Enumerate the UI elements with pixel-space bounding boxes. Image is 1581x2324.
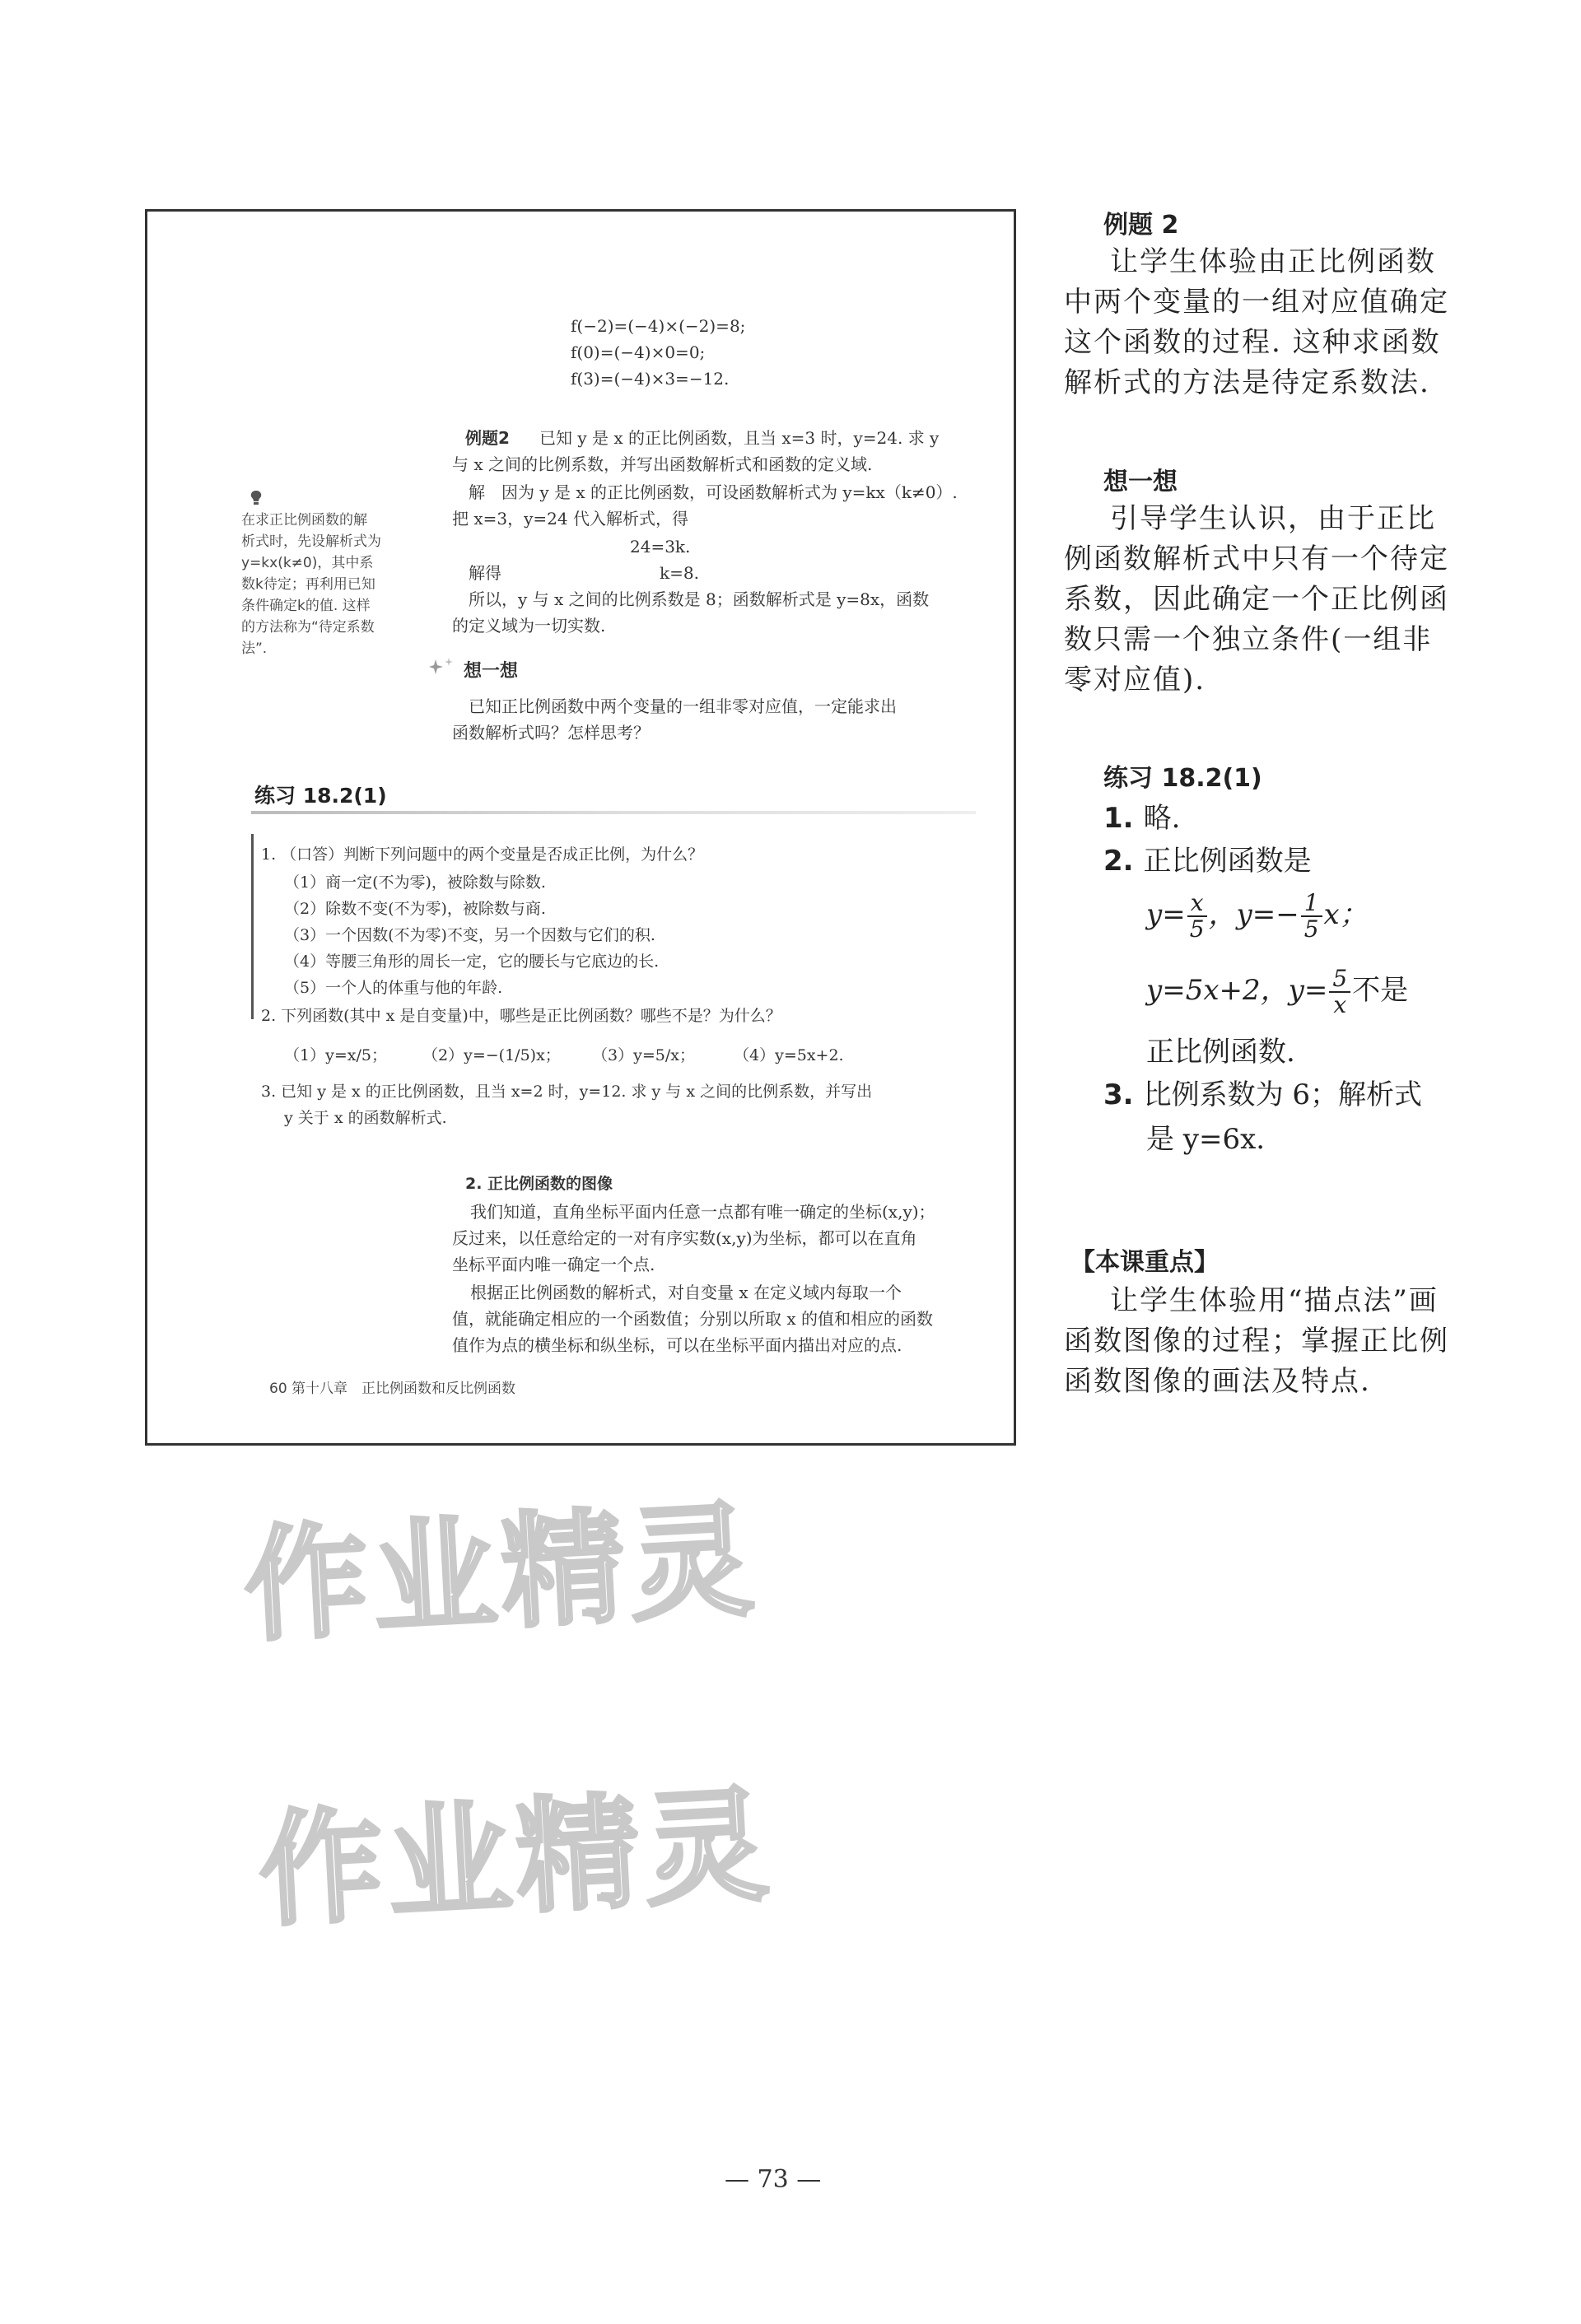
- sidebar-think-text: [1064, 499, 1449, 701]
- formula-part: y=: [1146, 898, 1186, 931]
- answer-text: 比例系数为 6；解析式: [1143, 1078, 1423, 1111]
- fraction-denominator: 5: [1189, 915, 1205, 943]
- sidebar-line: 例函数解析式中只有一个待定: [1064, 543, 1449, 575]
- margin-note-line: 数k待定；再利用已知: [241, 576, 375, 593]
- sidebar-line: 函数图像的过程；掌握正比例: [1064, 1325, 1449, 1358]
- example2-text-1: 已知 y 是 x 的正比例函数，且当 x=3 时，y=24. 求 y: [539, 428, 940, 448]
- textbook-footer: 60 第十八章 正比例函数和反比例函数: [269, 1381, 516, 1397]
- answer-number: 3.: [1103, 1078, 1134, 1111]
- question-2-option: （3）y=5/x；: [592, 1046, 695, 1064]
- sidebar-example2-title: 例题 2: [1103, 211, 1179, 240]
- margin-note: [241, 510, 394, 659]
- fraction: [1187, 891, 1207, 942]
- fraction-numerator: 5: [1329, 966, 1350, 993]
- sidebar-answer-2-formula-2: [1146, 966, 1408, 1018]
- sidebar-key-title: 【本课重点】: [1070, 1248, 1219, 1277]
- fraction-denominator: 5: [1304, 915, 1319, 943]
- sidebar-line: 这个函数的过程. 这种求函数: [1064, 326, 1441, 359]
- margin-note-line: 法”.: [241, 640, 268, 657]
- page-number: — 73 —: [725, 2165, 822, 2194]
- think-text-2: 函数解析式吗？怎样思考？: [452, 723, 650, 743]
- textbook-page-image: [145, 209, 1016, 1446]
- question-2-option: （2）y=−(1/5)x；: [422, 1046, 561, 1064]
- fraction-denominator: x: [1333, 991, 1347, 1018]
- fraction-numerator: 1: [1301, 891, 1322, 917]
- calc-line-2: f(0)=(−4)×0=0;: [571, 342, 706, 362]
- question-2-option: （4）y=5x+2.: [734, 1046, 844, 1064]
- question-1-item: （2）除数不变(不为零)，被除数与商.: [284, 900, 546, 918]
- section-para-1-line: 反过来，以任意给定的一对有序实数(x,y)为坐标，都可以在直角: [452, 1228, 917, 1248]
- think-text-1: 已知正比例函数中两个变量的一组非零对应值，一定能求出: [469, 696, 897, 716]
- sidebar-line: 函数图像的画法及特点.: [1064, 1365, 1371, 1398]
- formula-part: 不是: [1352, 974, 1409, 1007]
- question-1-item: （3）一个因数(不为零)不变，另一个因数与它们的积.: [284, 926, 655, 944]
- formula-part: y=5x+2，y=: [1146, 974, 1328, 1007]
- sidebar-line: 让学生体验由正比例函数: [1110, 245, 1436, 278]
- margin-note-line: 条件确定k的值. 这样: [241, 598, 371, 614]
- practice-band: [251, 811, 976, 814]
- sidebar-answer-2-end: 正比例函数.: [1146, 1036, 1295, 1069]
- question-3-line-2: y 关于 x 的函数解析式.: [284, 1109, 447, 1127]
- sidebar-think-title: 想一想: [1103, 468, 1178, 496]
- fraction-numerator: x: [1187, 891, 1207, 917]
- sidebar-practice-title: 练习 18.2(1): [1103, 764, 1262, 793]
- practice-title: 练习 18.2(1): [254, 784, 387, 808]
- solution-line-3: 解得: [469, 563, 501, 583]
- sidebar-answer-3: [1103, 1077, 1422, 1113]
- sidebar-key-text: [1064, 1281, 1449, 1402]
- sidebar-line: 系数，因此确定一个正比例函: [1064, 583, 1449, 616]
- sidebar-line: 让学生体验用“描点法”画: [1110, 1284, 1439, 1317]
- sidebar-line: 零对应值).: [1064, 664, 1206, 696]
- margin-note-line: 析式时，先设解析式为: [241, 533, 381, 550]
- formula-part: ，y=−: [1208, 898, 1299, 931]
- section-para-2-line: 根据正比例函数的解析式，对自变量 x 在定义域内每取一个: [470, 1283, 902, 1302]
- margin-note-line: 在求正比例函数的解: [241, 512, 367, 529]
- sidebar-line: 中两个变量的一组对应值确定: [1064, 286, 1449, 319]
- section-title: 2. 正比例函数的图像: [465, 1175, 613, 1193]
- question-1-item: （5）一个人的体重与他的年龄.: [284, 979, 503, 997]
- section-para-1-line: 我们知道，直角坐标平面内任意一点都有唯一确定的坐标(x,y)；: [470, 1202, 935, 1222]
- answer-text: 正比例函数是: [1143, 845, 1312, 878]
- sidebar-line: 解析式的方法是待定系数法.: [1064, 366, 1430, 399]
- solution-equation: 24=3k.: [630, 537, 691, 557]
- watermark-logo: 作业精灵: [255, 1773, 777, 1944]
- calc-line-3: f(3)=(−4)×3=−12.: [571, 369, 730, 389]
- solution-line-5: 的定义域为一切实数.: [452, 616, 606, 636]
- answer-number: 1.: [1103, 802, 1134, 835]
- solution-k: k=8.: [660, 563, 699, 583]
- sparkle-icon: [429, 656, 457, 679]
- answer-text: 略.: [1143, 802, 1181, 835]
- solution-line-2: 把 x=3，y=24 代入解析式，得: [452, 509, 688, 529]
- solution-line-1: 解 因为 y 是 x 的正比例函数，可设函数解析式为 y=kx（k≠0）.: [469, 482, 958, 502]
- question-1: 1. （口答）判断下列问题中的两个变量是否成正比例，为什么？: [261, 845, 704, 864]
- section-para-2-line: 值作为点的横坐标和纵坐标，可以在坐标平面内描出对应的点.: [452, 1335, 902, 1355]
- sidebar-example2-text: [1064, 242, 1449, 403]
- formula-part: x；: [1323, 898, 1368, 931]
- example2-text-2: 与 x 之间的比例系数，并写出函数解析式和函数的定义域.: [452, 454, 873, 474]
- example2-label: 例题2: [465, 428, 510, 448]
- question-1-item: （1）商一定(不为零)，被除数与除数.: [284, 873, 546, 892]
- question-2: 2. 下列函数(其中 x 是自变量)中，哪些是正比例函数？哪些不是？为什么？: [261, 1007, 781, 1025]
- answer-number: 2.: [1103, 845, 1134, 878]
- think-title: 想一想: [464, 661, 519, 682]
- sidebar-answer-3-line-2: 是 y=6x.: [1146, 1123, 1266, 1156]
- sidebar-answer-1: [1103, 800, 1180, 836]
- margin-note-line: y=kx(k≠0)，其中系: [241, 555, 374, 571]
- section-para-1-line: 坐标平面内唯一确定一个点.: [452, 1255, 655, 1274]
- sidebar-line: 数只需一个独立条件(一组非: [1064, 623, 1433, 656]
- section-para-2-line: 值，就能确定相应的一个函数值；分别以所取 x 的值和相应的函数: [452, 1309, 933, 1329]
- watermark-logo: 作业精灵: [240, 1488, 762, 1660]
- sidebar-line: 引导学生认识，由于正比: [1110, 502, 1436, 535]
- solution-line-4: 所以，y 与 x 之间的比例系数是 8；函数解析式是 y=8x，函数: [469, 589, 930, 609]
- calc-line-1: f(−2)=(−4)×(−2)=8;: [571, 316, 746, 336]
- margin-note-line: 的方法称为“待定系数: [241, 619, 375, 636]
- question-3-line-1: 3. 已知 y 是 x 的正比例函数，且当 x=2 时，y=12. 求 y 与 x 之间的比例系数，并写出: [261, 1083, 873, 1101]
- fraction: [1301, 891, 1322, 942]
- sidebar-answer-2: [1103, 843, 1312, 879]
- sidebar-answer-2-formula-1: [1146, 891, 1368, 942]
- fraction: [1329, 966, 1350, 1018]
- lightbulb-icon: [250, 490, 263, 506]
- question-2-option: （1）y=x/5；: [284, 1046, 387, 1064]
- question-1-item: （4）等腰三角形的周长一定，它的腰长与它底边的长.: [284, 952, 660, 971]
